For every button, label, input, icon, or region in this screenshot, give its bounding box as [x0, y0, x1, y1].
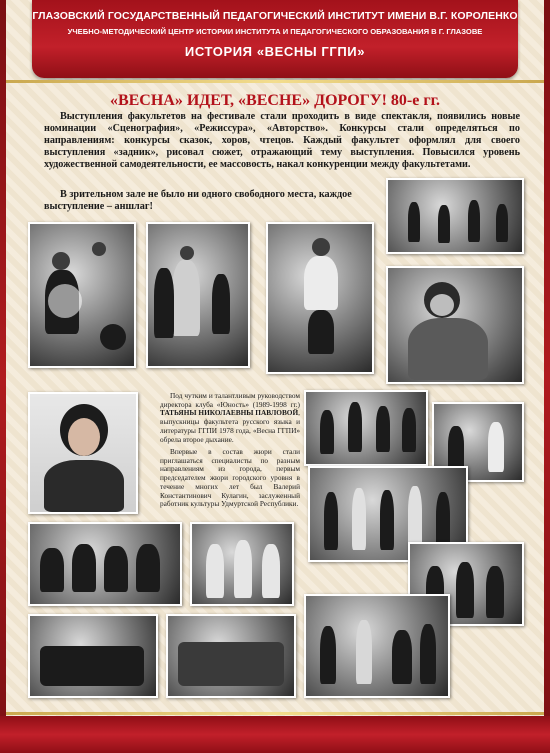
left-border [0, 0, 6, 753]
bio-paragraph-1 [160, 392, 300, 444]
photo-portrait-pavlova [28, 392, 138, 514]
institute-name: ГЛАЗОВСКИЙ ГОСУДАРСТВЕННЫЙ ПЕДАГОГИЧЕСКИЙ ИНСТИТУТ ИМЕНИ В.Г. КОРОЛЕНКО [32, 10, 518, 22]
photo-trio-in-dresses [190, 522, 294, 606]
bio-name: ТАТЬЯНЫ НИКОЛАЕВНЫ ПАВЛОВОЙ [160, 408, 299, 418]
photo-jumping-guitarists [304, 390, 428, 466]
bio-paragraph-2: Впервые в состав жюри стали приглашаться специалисты по разным направлениям из города, первым председателем жюри городского уровня в течение многих лет был Валерий Константинович Кулагин, заслуженный работник культуры Удмуртской Республики. [160, 447, 300, 509]
intro-paragraph: Выступления факультетов на фестивале стали проходить в виде спектакля, появились новые номинации «Сценография», «Режиссура», «Авторство». Конкурсы стали определяться по направлениям: конкурсы сказок, хоров, чтецов. Каждый факультет оформлял для своего выступления «задник», рисовал сюжет, отражающий тему выступления. Повысился уровень художественной самодеятельности, ее массовость, накал конкуренции между факультетами. [44, 111, 520, 171]
poster-series-title: ИСТОРИЯ «ВЕСНЫ ГГПИ» [184, 44, 366, 59]
photo-guitar-singers [146, 222, 250, 368]
footer-bar [0, 716, 550, 753]
photo-singer-with-microphone [386, 266, 524, 384]
photo-stage-dance-group [386, 178, 524, 254]
photo-theatre-scene [304, 594, 450, 698]
footer-gold-line [6, 712, 544, 715]
photo-accordion-ensemble [28, 522, 182, 606]
bio-text-after: , выпускницы факультета русского языка и литературы ГГПИ 1978 года, «Весна ГГПИ» обрела второе дыхание. [160, 408, 300, 444]
header-gold-line [6, 80, 544, 83]
right-border [544, 0, 550, 753]
header-banner [32, 0, 518, 78]
photo-choir-performance [166, 614, 296, 698]
intro-paragraph-2: В зрительном зале не было ни одного свободного места, каждое выступление – аншлаг! [44, 189, 352, 213]
photo-performers-with-balls [28, 222, 136, 368]
center-name: УЧЕБНО-МЕТОДИЧЕСКИЙ ЦЕНТР ИСТОРИИ ИНСТИТУТА И ПЕДАГОГИЧЕСКОГО ОБРАЗОВАНИЯ В Г. ГЛАЗОВЕ [67, 27, 483, 36]
photo-choir-stage [28, 614, 158, 698]
page-title: «ВЕСНА» ИДЕТ, «ВЕСНЕ» ДОРОГУ! 80-е гг. [109, 92, 441, 109]
bio-text-before: Под чутким и талантливым руководством директора клуба «Юность» (1989-1998 гг.) [160, 391, 300, 409]
photo-performer-in-costume [266, 222, 374, 374]
